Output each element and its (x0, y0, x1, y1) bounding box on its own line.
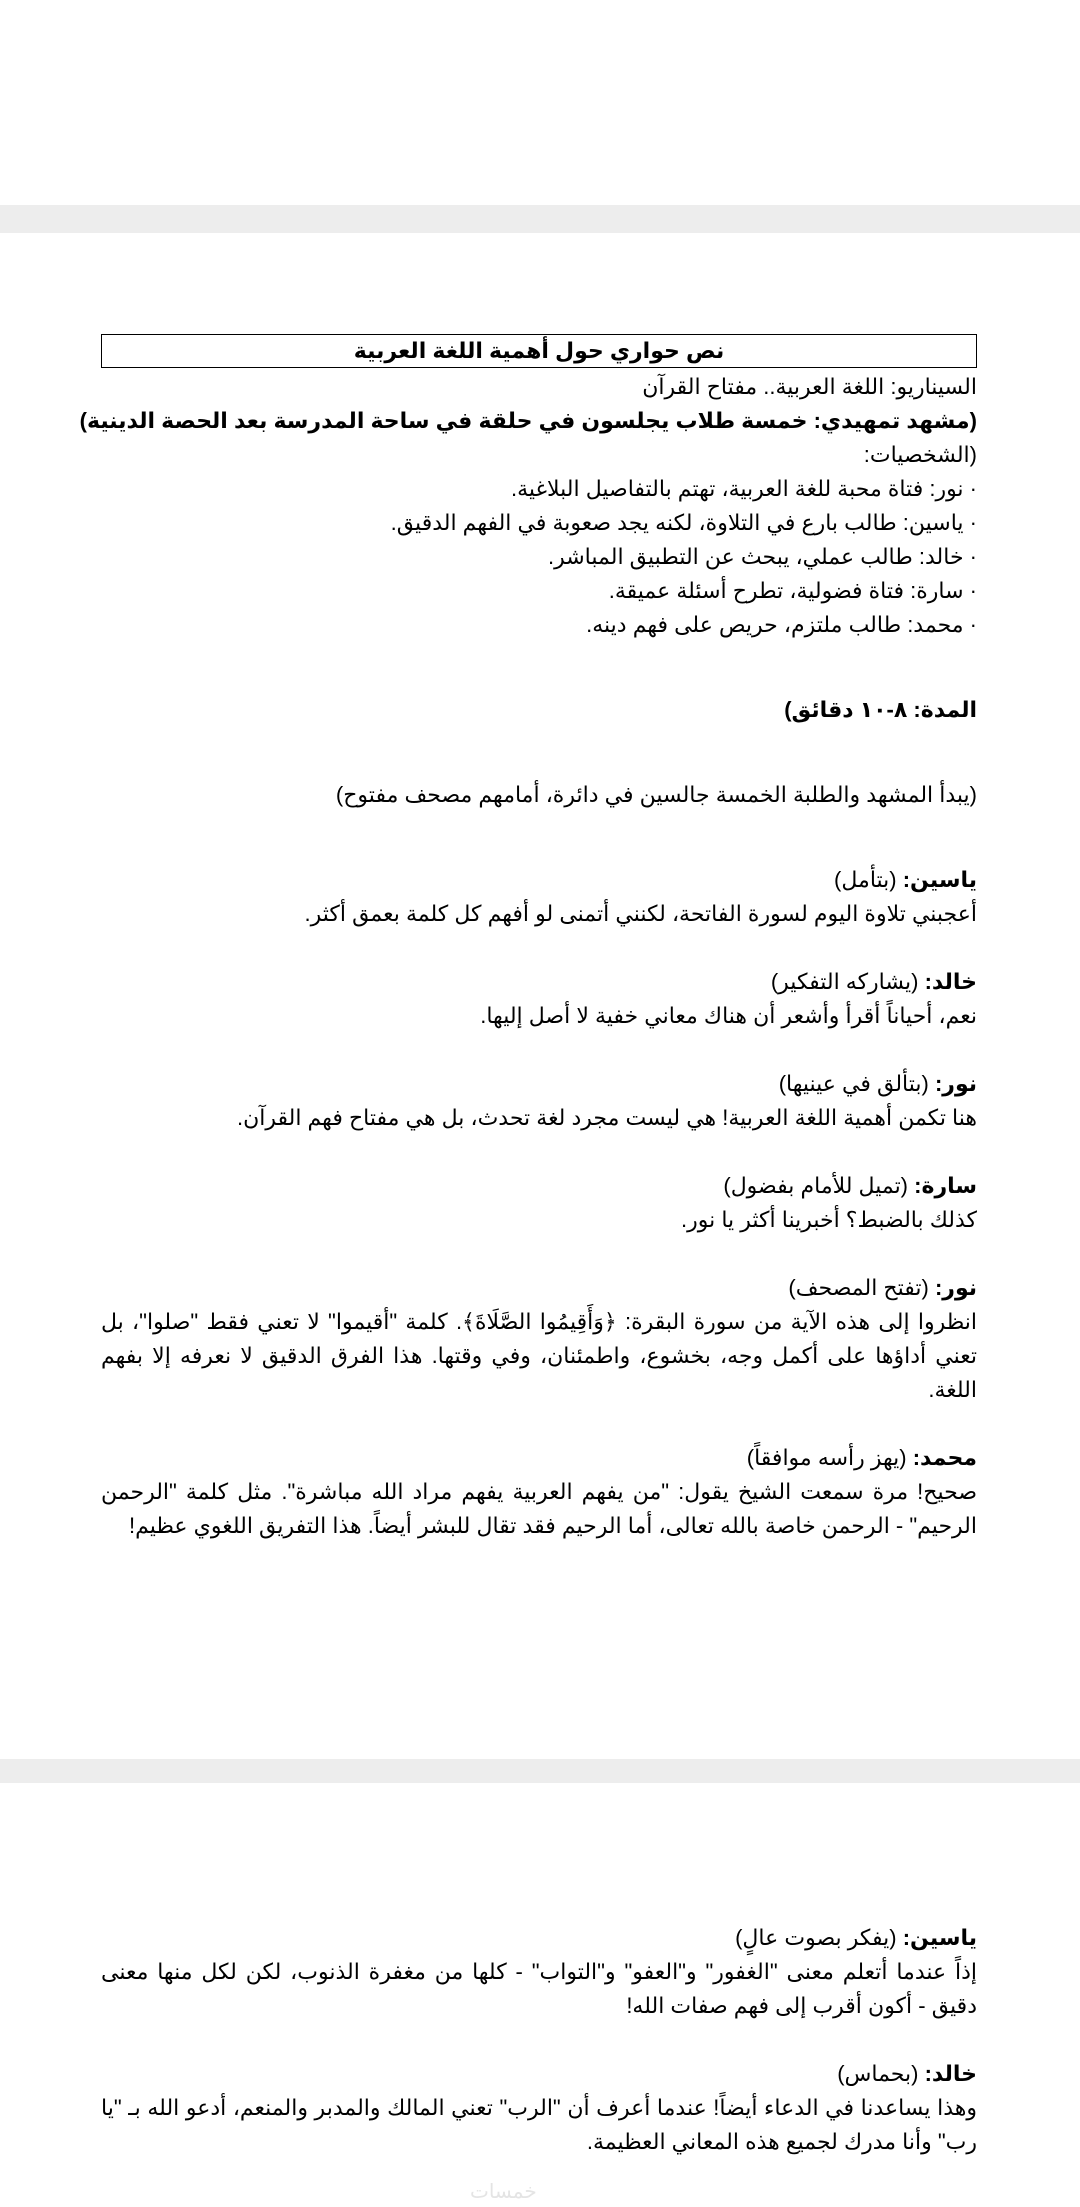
dialogue-block (101, 1271, 977, 1407)
dialogue-text: إذاً عندما أتعلم معنى "الغفور" و"العفو" و"التواب" - كلها من مغفرة الذنوب، لكن لكل منها معنى دقيق - أكون أقرب إلى فهم صفات الله! (101, 1959, 977, 2018)
dialogue-text: كذلك بالضبط؟ أخبرينا أكثر يا نور. (680, 1207, 977, 1232)
speaker-name: سارة: (914, 1173, 977, 1198)
dialogue-text: وهذا يساعدنا في الدعاء أيضاً! عندما أعرف أن "الرب" تعني المالك والمدبر والمنعم، أدعو الله بـ "يا رب" وأنا مدرك لجميع هذه المعاني العظيمة. (101, 2095, 977, 2154)
character-item: · خالد: طالب عملي، يبحث عن التطبيق المباشر. (548, 544, 977, 569)
page-1 (0, 0, 1080, 205)
stage-direction: (يهز رأسه موافقاً) (746, 1445, 913, 1470)
character-item: · محمد: طالب ملتزم، حريص على فهم دينه. (586, 612, 977, 637)
dialogue-text: نعم، أحياناً أقرأ وأشعر أن هناك معاني خفية لا أصل إليها. (480, 1003, 977, 1028)
speaker-name: خالد: (924, 969, 977, 994)
stage-direction: (تفتح المصحف) (788, 1275, 935, 1300)
speaker-name: محمد: (912, 1445, 977, 1470)
opening-direction: (يبدأ المشهد والطلبة الخمسة جالسين في دائرة، أمامهم مصحف مفتوح) (335, 782, 977, 807)
watermark: خمسات (470, 2179, 537, 2203)
dialogue-text: صحيح! مرة سمعت الشيخ يقول: "من يفهم العربية يفهم مراد الله مباشرة". مثل كلمة "الرحمن الرحيم" - الرحمن خاصة بالله تعالى، أما الرحيم فقد تقال للبشر أيضاً. هذا التفريق اللغوي عظيم! (101, 1479, 977, 1538)
dialogue-block (101, 863, 977, 931)
dialogue-block (101, 1067, 977, 1135)
page-3 (0, 1783, 1080, 2207)
dialogue-block (101, 1441, 977, 1543)
page-3-content (101, 1921, 977, 2159)
stage-direction: (يشاركه التفكير) (770, 969, 925, 994)
page-2 (0, 233, 1080, 1759)
dialogue-block (101, 965, 977, 1033)
characters-heading: (الشخصيات: (863, 442, 977, 467)
speaker-name: ياسين: (902, 1925, 977, 1950)
speaker-name: ياسين: (902, 867, 977, 892)
stage-direction: (بحماس) (837, 2061, 925, 2086)
dialogue-block (101, 1169, 977, 1237)
stage-direction: (يفكر بصوت عالٍ) (735, 1925, 903, 1950)
dialogue-text: انظروا إلى هذه الآية من سورة البقرة: ﴿وَأَقِيمُوا الصَّلَاةَ﴾. كلمة "أقيموا" لا تعني فقط "صلوا"، بل تعني أداؤها على أكمل وجه، بخشوع، واطمئنان، وفي وقتها. هذا الفرق الدقيق لا نعرفه إلا بفهم اللغة. (101, 1309, 977, 1402)
document-title: نص حواري حول أهمية اللغة العربية (101, 334, 977, 368)
dialogue-text: هنا تكمن أهمية اللغة العربية! هي ليست مجرد لغة تحدث، بل هي مفتاح فهم القرآن. (236, 1105, 977, 1130)
character-item: · ياسين: طالب بارع في التلاوة، لكنه يجد صعوبة في الفهم الدقيق. (390, 510, 977, 535)
dialogue-text: أعجبني تلاوة اليوم لسورة الفاتحة، لكنني أتمنى لو أفهم كل كلمة بعمق أكثر. (304, 901, 977, 926)
page-2-content (79, 334, 977, 1543)
dialogue-block (101, 2057, 977, 2159)
character-item: · سارة: فتاة فضولية، تطرح أسئلة عميقة. (608, 578, 977, 603)
speaker-name: خالد: (924, 2061, 977, 2086)
speaker-name: نور: (934, 1071, 977, 1096)
stage-direction: (بتألق في عينيها) (778, 1071, 935, 1096)
dialogue-block (101, 1921, 977, 2023)
character-item: · نور: فتاة محبة للغة العربية، تهتم بالتفاصيل البلاغية. (510, 476, 977, 501)
intro-scene: (مشهد تمهيدي: خمسة طلاب يجلسون في حلقة في ساحة المدرسة بعد الحصة الدينية) (79, 408, 977, 433)
scenario-line: السيناريو: اللغة العربية.. مفتاح القرآن (642, 374, 977, 399)
duration: المدة: ٨-١٠ دقائق) (784, 697, 977, 722)
stage-direction: (بتأمل) (834, 867, 903, 892)
stage-direction: (تميل للأمام بفضول) (723, 1173, 915, 1198)
speaker-name: نور: (934, 1275, 977, 1300)
